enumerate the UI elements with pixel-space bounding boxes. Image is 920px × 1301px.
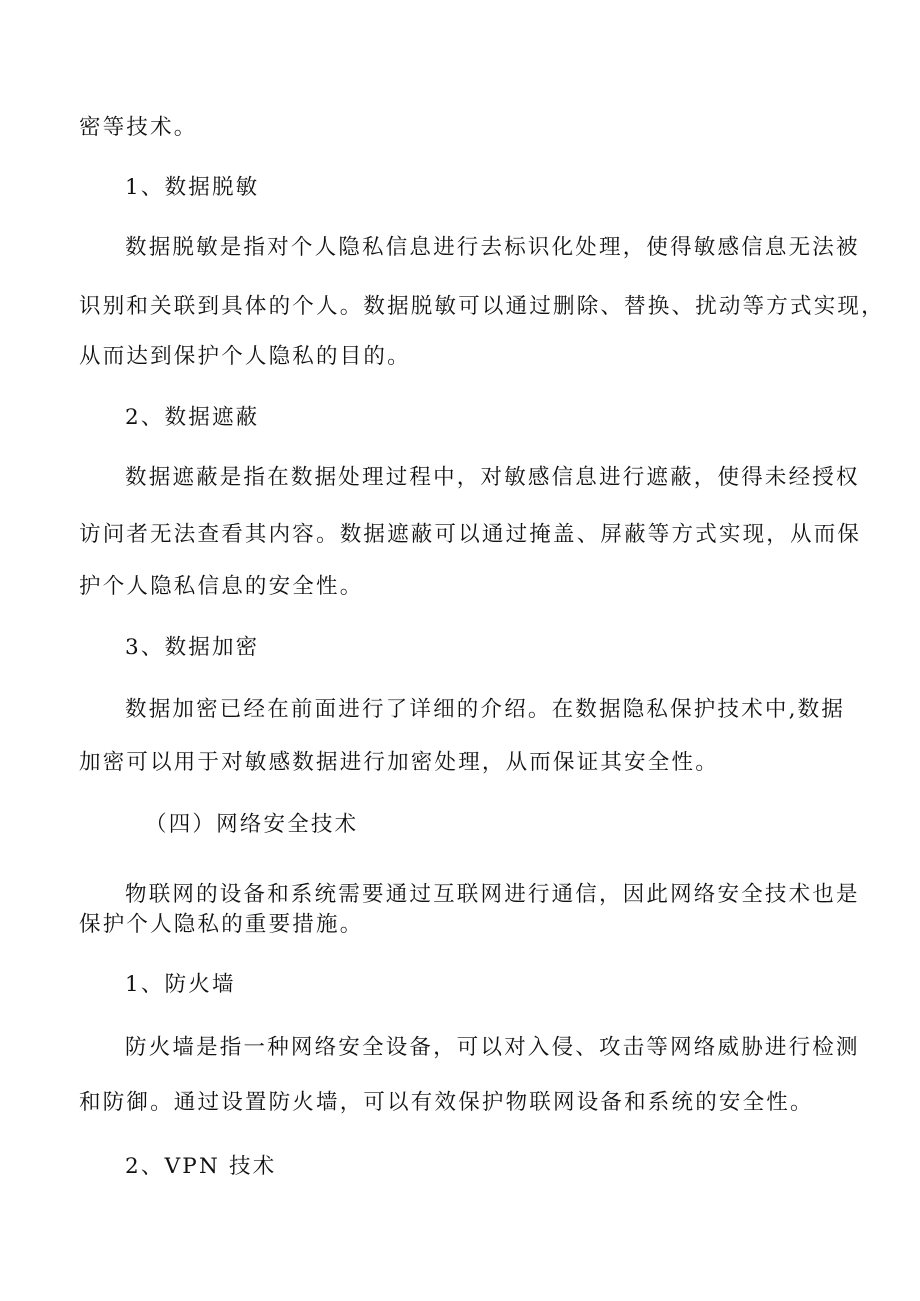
data-hiding-para-line-2: 访问者无法查看其内容。数据遮蔽可以通过掩盖、屏蔽等方式实现，从而保 <box>79 522 862 547</box>
heading-data-masking: 1、数据脱敏 <box>125 175 260 200</box>
intro-tail-text: 密等技术。 <box>79 115 198 140</box>
section-heading-network-security: （四）网络安全技术 <box>145 812 359 837</box>
heading-data-hiding: 2、数据遮蔽 <box>125 405 260 430</box>
heading-firewall: 1、防火墙 <box>125 972 236 997</box>
firewall-para-line-1: 防火墙是指一种网络安全设备，可以对入侵、攻击等网络威胁进行检测 <box>125 1035 860 1060</box>
data-encryption-para-line-1: 数据加密已经在前面进行了详细的介绍。在数据隐私保护技术中,数据 <box>125 697 846 722</box>
data-hiding-para-line-1: 数据遮蔽是指在数据处理过程中，对敏感信息进行遮蔽，使得未经授权 <box>125 465 860 490</box>
data-masking-para-line-1: 数据脱敏是指对个人隐私信息进行去标识化处理，使得敏感信息无法被 <box>125 235 860 260</box>
network-security-para-line-1: 物联网的设备和系统需要通过互联网进行通信，因此网络安全技术也是 <box>125 882 860 907</box>
data-masking-para-line-3: 从而达到保护个人隐私的目的。 <box>79 344 411 369</box>
data-masking-para-line-2: 识别和关联到具体的个人。数据脱敏可以通过删除、替换、扰动等方式实现， <box>79 294 885 319</box>
heading-vpn: 2、VPN 技术 <box>125 1154 277 1179</box>
network-security-para-line-2: 保护个人隐私的重要措施。 <box>79 912 364 937</box>
data-hiding-para-line-3: 护个人隐私信息的安全性。 <box>79 574 364 599</box>
firewall-para-line-2: 和防御。通过设置防火墙，可以有效保护物联网设备和系统的安全性。 <box>79 1090 814 1115</box>
heading-data-encryption: 3、数据加密 <box>125 635 260 660</box>
data-encryption-para-line-2: 加密可以用于对敏感数据进行加密处理，从而保证其安全性。 <box>79 750 719 775</box>
